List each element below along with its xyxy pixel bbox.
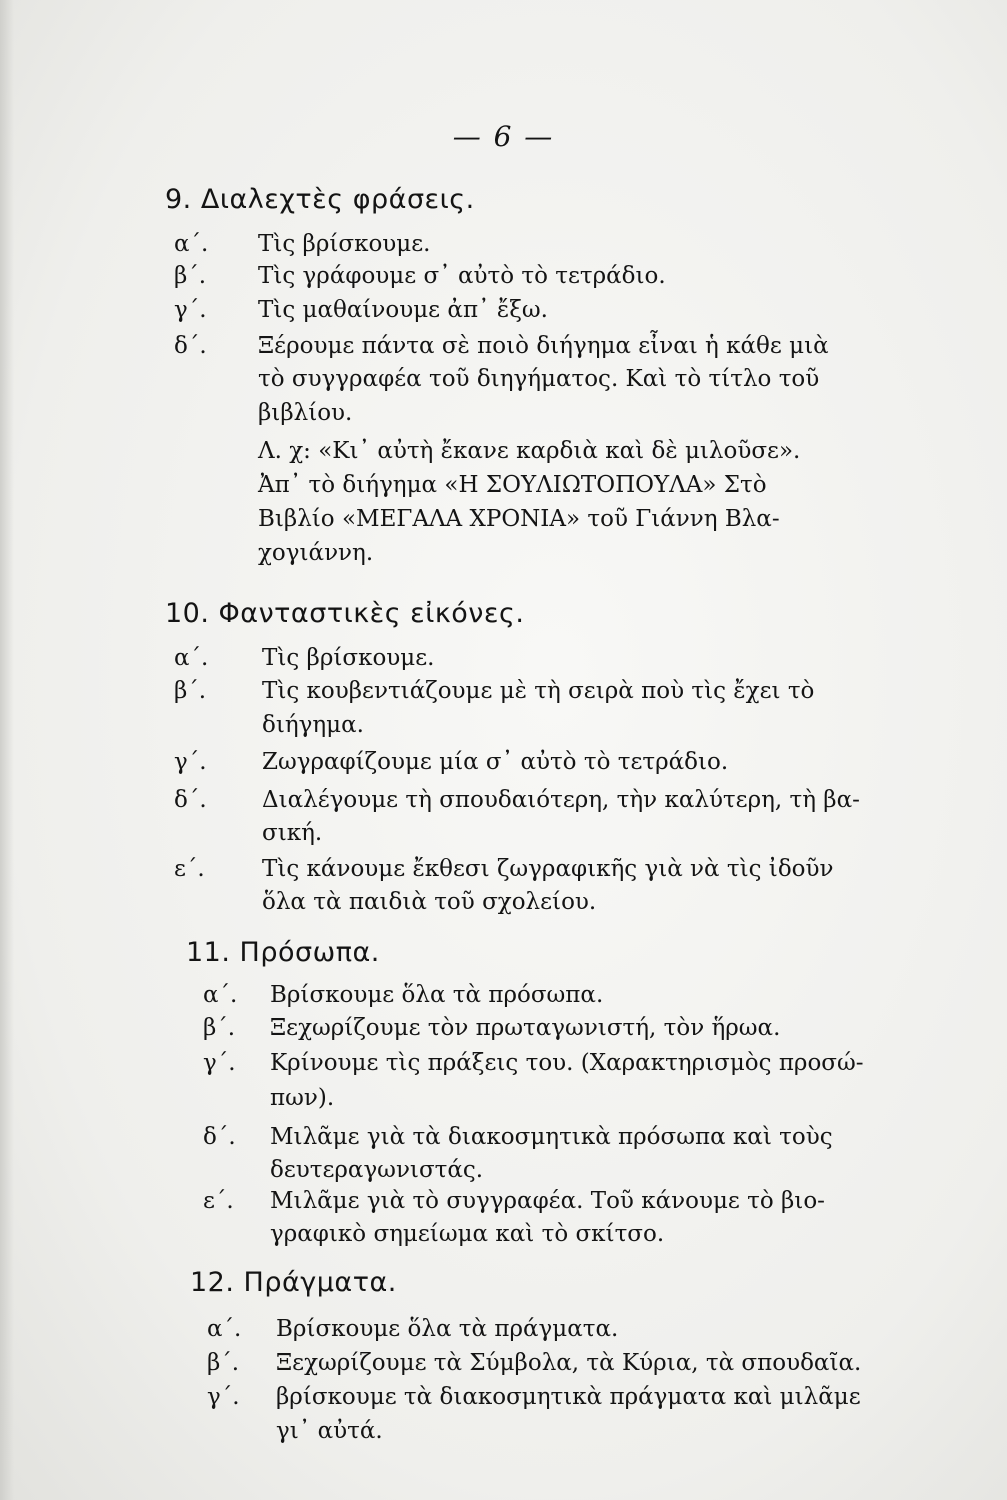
item-label: β΄.: [207, 1350, 240, 1376]
item-label: ε΄.: [203, 1188, 234, 1214]
item-text: Διαλέγουμε τὴ σπουδαιότερη, τὴν καλύτερη, τὴ βα-: [262, 787, 860, 813]
item-text-continued: βιβλίου.: [258, 400, 353, 426]
section-heading: 10. Φανταστικὲς εἰκόνες.: [165, 598, 525, 629]
item-text: Ξεχωρίζουμε τὸν πρωταγωνιστή, τὸν ἥρωα.: [270, 1015, 781, 1041]
item-text: Βρίσκουμε ὅλα τὰ πρόσωπα.: [270, 982, 604, 1008]
item-label: γ΄.: [207, 1384, 240, 1410]
item-text-continued: γραφικὸ σημείωμα καὶ τὸ σκίτσο.: [270, 1221, 665, 1247]
page-edge-shadow: [0, 0, 14, 1500]
item-text: Τὶς κάνουμε ἔκθεσι ζωγραφικῆς γιὰ νὰ τὶς ἰδοῦν: [262, 856, 834, 882]
item-text-continued: πων).: [270, 1085, 335, 1111]
item-text-continued: τὸ συγγραφέα τοῦ διηγήματος. Καὶ τὸ τίτλο τοῦ: [258, 366, 820, 392]
item-label: α΄.: [203, 982, 238, 1008]
item-text: Τὶς κουβεντιάζουμε μὲ τὴ σειρὰ ποὺ τὶς ἔχει τὸ: [262, 678, 815, 704]
item-label: ε΄.: [174, 856, 205, 882]
item-text: Τὶς βρίσκουμε.: [258, 231, 431, 257]
item-label: β΄.: [203, 1015, 236, 1041]
item-text: Μιλᾶμε γιὰ τὰ διακοσμητικὰ πρόσωπα καὶ τοὺς: [270, 1124, 833, 1150]
item-text-continued: ὅλα τὰ παιδιὰ τοῦ σχολείου.: [262, 889, 597, 915]
item-text: Τὶς βρίσκουμε.: [262, 645, 435, 671]
item-label: α΄.: [174, 645, 209, 671]
item-label: δ΄.: [203, 1124, 236, 1150]
item-label: β΄.: [174, 263, 207, 289]
item-label: β΄.: [174, 678, 207, 704]
item-text: Κρίνουμε τὶς πράξεις του. (Χαρακτηρισμὸς προσώ-: [270, 1050, 864, 1076]
item-text-continued: διήγημα.: [262, 712, 364, 738]
item-text: Μιλᾶμε γιὰ τὸ συγγραφέα. Τοῦ κάνουμε τὸ βιο-: [270, 1188, 825, 1214]
item-text: Τὶς μαθαίνουμε ἀπ᾽ ἔξω.: [258, 297, 548, 323]
example-source: χογιάννη.: [258, 540, 374, 566]
item-text: Ζωγραφίζουμε μία σ᾽ αὐτὸ τὸ τετράδιο.: [262, 749, 729, 775]
example-quote: Λ. χ: «Κι᾽ αὐτὴ ἔκανε καρδιὰ καὶ δὲ μιλοῦσε».: [258, 438, 801, 464]
item-text-continued: δευτεραγωνιστάς.: [270, 1157, 484, 1183]
example-source: Ἀπ᾽ τὸ διήγημα «Η ΣΟΥΛΙΩΤΟΠΟΥΛΑ» Στὸ: [258, 472, 767, 498]
item-label: α΄.: [174, 231, 209, 257]
item-text: βρίσκουμε τὰ διακοσμητικὰ πράγματα καὶ μιλᾶμε: [276, 1384, 861, 1410]
item-label: δ΄.: [174, 333, 207, 359]
item-label: δ΄.: [174, 787, 207, 813]
item-text: Τὶς γράφουμε σ᾽ αὐτὸ τὸ τετράδιο.: [258, 263, 666, 289]
item-label: γ΄.: [174, 297, 207, 323]
item-text: Βρίσκουμε ὅλα τὰ πράγματα.: [276, 1316, 619, 1342]
item-text-continued: σική.: [262, 820, 323, 846]
page-number: — 6 —: [452, 120, 555, 153]
item-label: γ΄.: [174, 749, 207, 775]
section-heading: 11. Πρόσωπα.: [186, 937, 380, 968]
item-text: Ξεχωρίζουμε τὰ Σύμβολα, τὰ Κύρια, τὰ σπουδαῖα.: [276, 1350, 862, 1376]
item-label: α΄.: [207, 1316, 242, 1342]
section-heading: 12. Πράγματα.: [190, 1267, 397, 1298]
item-text-continued: γι᾽ αὐτά.: [276, 1418, 383, 1444]
item-label: γ΄.: [203, 1050, 236, 1076]
example-source: Βιβλίο «ΜΕΓΑΛΑ ΧΡΟΝΙΑ» τοῦ Γιάννη Βλα-: [258, 506, 780, 532]
section-heading: 9. Διαλεχτὲς φράσεις.: [165, 184, 475, 215]
item-text: Ξέρουμε πάντα σὲ ποιὸ διήγημα εἶναι ἡ κάθε μιὰ: [258, 333, 829, 359]
